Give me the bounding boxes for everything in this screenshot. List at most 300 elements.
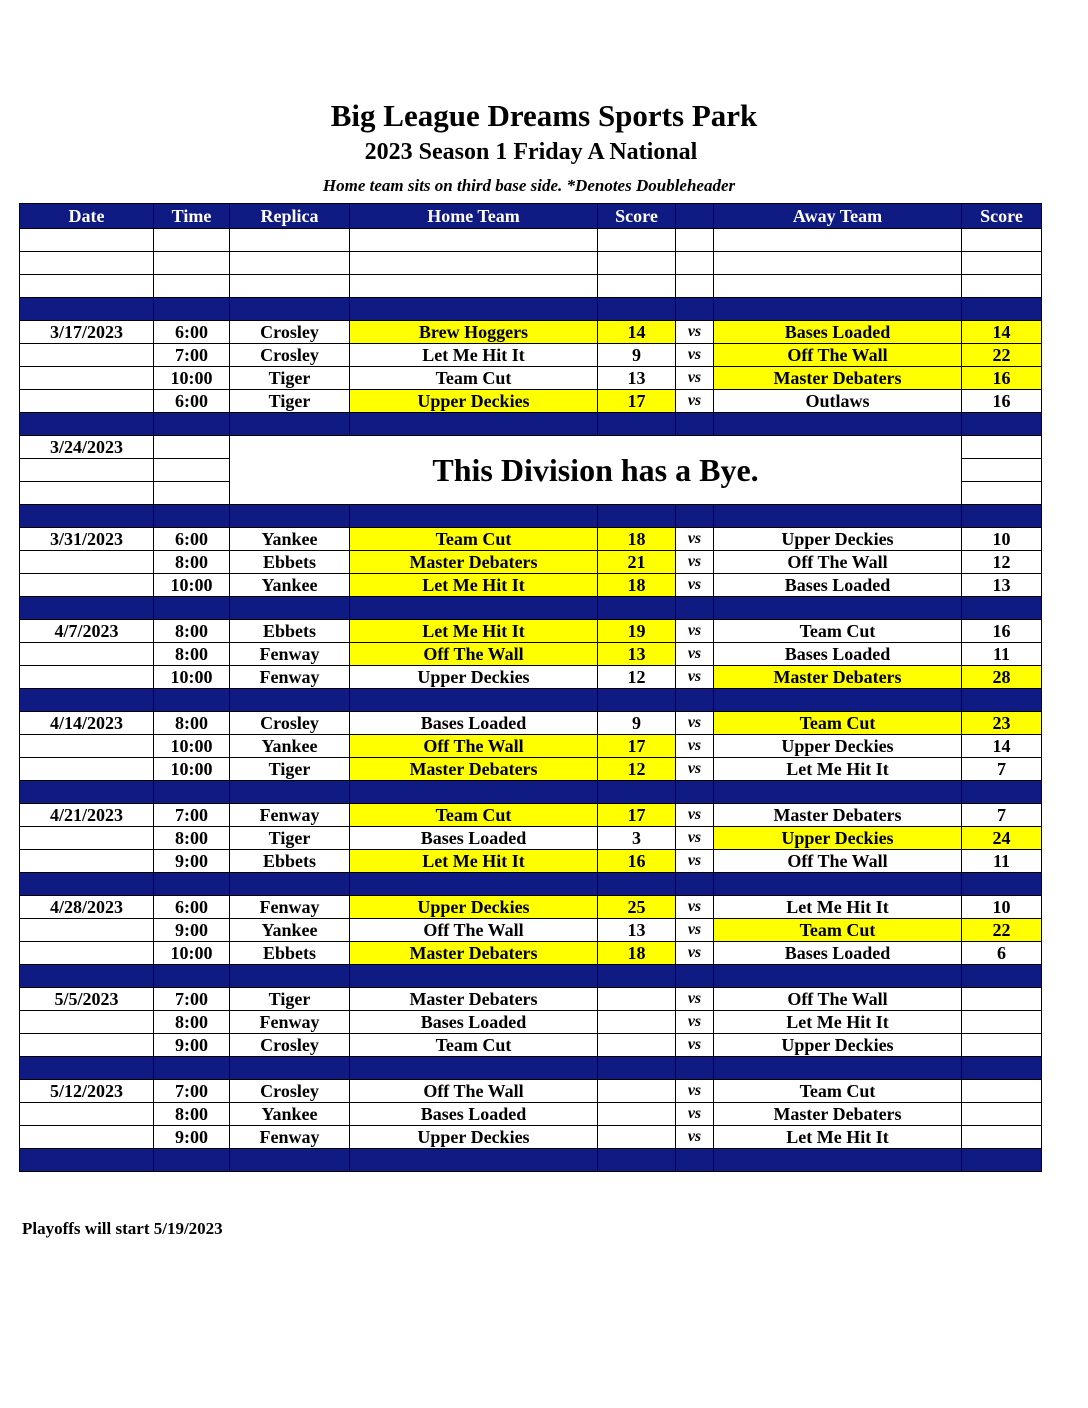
home-score: 18 (598, 574, 676, 597)
game-date (20, 643, 154, 666)
home-team: Let Me Hit It (350, 850, 598, 873)
away-team: Upper Deckies (714, 1034, 962, 1057)
game-row (20, 804, 1042, 827)
empty-cell (962, 275, 1042, 298)
game-date (20, 367, 154, 390)
header-time: Time (154, 204, 230, 229)
vs-label: vs (676, 367, 714, 390)
game-time: 9:00 (154, 1126, 230, 1149)
separator-cell (20, 1149, 154, 1172)
vs-label: vs (676, 896, 714, 919)
separator-cell (350, 965, 598, 988)
separator-cell (714, 965, 962, 988)
away-score: 6 (962, 942, 1042, 965)
separator-cell (598, 597, 676, 620)
separator-cell (676, 1149, 714, 1172)
separator-cell (714, 781, 962, 804)
empty-cell (714, 252, 962, 275)
game-replica: Crosley (230, 712, 350, 735)
header-row (20, 204, 1042, 229)
vs-label: vs (676, 1103, 714, 1126)
away-team: Let Me Hit It (714, 896, 962, 919)
separator-cell (598, 1057, 676, 1080)
game-date (20, 1126, 154, 1149)
away-team: Team Cut (714, 620, 962, 643)
header-vs (676, 204, 714, 229)
game-time: 10:00 (154, 666, 230, 689)
home-score: 12 (598, 758, 676, 781)
away-team: Let Me Hit It (714, 1126, 962, 1149)
empty-cell (962, 252, 1042, 275)
separator-cell (154, 1149, 230, 1172)
away-team: Off The Wall (714, 988, 962, 1011)
empty-cell (962, 436, 1042, 459)
game-replica: Ebbets (230, 942, 350, 965)
game-replica: Ebbets (230, 620, 350, 643)
game-time: 10:00 (154, 758, 230, 781)
home-team: Let Me Hit It (350, 344, 598, 367)
home-score: 18 (598, 528, 676, 551)
empty-cell (598, 229, 676, 252)
away-team: Upper Deckies (714, 528, 962, 551)
away-team: Team Cut (714, 919, 962, 942)
home-score: 21 (598, 551, 676, 574)
separator-cell (230, 965, 350, 988)
separator-cell (230, 413, 350, 436)
separator-cell (154, 1057, 230, 1080)
away-score (962, 1103, 1042, 1126)
week-separator (20, 597, 1042, 620)
separator-cell (154, 505, 230, 528)
week-separator (20, 965, 1042, 988)
game-row (20, 321, 1042, 344)
home-score (598, 988, 676, 1011)
page-title: Big League Dreams Sports Park (330, 98, 758, 133)
game-replica: Fenway (230, 666, 350, 689)
vs-label: vs (676, 735, 714, 758)
separator-cell (350, 298, 598, 321)
game-time: 10:00 (154, 574, 230, 597)
game-replica: Tiger (230, 390, 350, 413)
away-score: 22 (962, 919, 1042, 942)
separator-cell (350, 1057, 598, 1080)
separator-cell (20, 781, 154, 804)
separator-cell (598, 1149, 676, 1172)
game-replica: Crosley (230, 1034, 350, 1057)
game-row (20, 643, 1042, 666)
game-time: 9:00 (154, 919, 230, 942)
game-time: 10:00 (154, 942, 230, 965)
away-team: Off The Wall (714, 850, 962, 873)
separator-cell (676, 781, 714, 804)
away-score: 23 (962, 712, 1042, 735)
home-team: Master Debaters (350, 758, 598, 781)
game-row (20, 919, 1042, 942)
game-date (20, 850, 154, 873)
away-score: 16 (962, 367, 1042, 390)
away-team: Off The Wall (714, 551, 962, 574)
game-replica: Crosley (230, 321, 350, 344)
empty-cell (20, 275, 154, 298)
game-time: 8:00 (154, 712, 230, 735)
home-team: Upper Deckies (350, 1126, 598, 1149)
game-date (20, 919, 154, 942)
game-replica: Fenway (230, 1126, 350, 1149)
away-team: Outlaws (714, 390, 962, 413)
empty-cell (20, 252, 154, 275)
separator-cell (714, 298, 962, 321)
game-row (20, 850, 1042, 873)
blank-row (20, 275, 1042, 298)
game-replica: Yankee (230, 919, 350, 942)
away-score: 12 (962, 551, 1042, 574)
home-score: 9 (598, 712, 676, 735)
away-score: 16 (962, 390, 1042, 413)
separator-cell (20, 689, 154, 712)
away-score: 10 (962, 528, 1042, 551)
away-team: Upper Deckies (714, 827, 962, 850)
game-replica: Yankee (230, 528, 350, 551)
empty-cell (230, 252, 350, 275)
game-date: 5/5/2023 (20, 988, 154, 1011)
home-score: 17 (598, 735, 676, 758)
separator-cell (154, 597, 230, 620)
separator-cell (154, 689, 230, 712)
bye-date (20, 482, 154, 505)
empty-cell (962, 459, 1042, 482)
header-home-team: Home Team (350, 204, 598, 229)
game-row (20, 528, 1042, 551)
vs-label: vs (676, 804, 714, 827)
bye-message: This Division has a Bye. (230, 436, 962, 505)
game-replica: Fenway (230, 1011, 350, 1034)
away-team: Bases Loaded (714, 574, 962, 597)
separator-cell (714, 413, 962, 436)
separator-cell (350, 597, 598, 620)
separator-cell (230, 781, 350, 804)
away-score (962, 988, 1042, 1011)
empty-cell (350, 275, 598, 298)
game-row (20, 712, 1042, 735)
separator-cell (20, 597, 154, 620)
away-score: 7 (962, 804, 1042, 827)
separator-cell (598, 413, 676, 436)
vs-label: vs (676, 620, 714, 643)
away-score: 11 (962, 850, 1042, 873)
separator-cell (676, 873, 714, 896)
home-team: Bases Loaded (350, 1011, 598, 1034)
separator-cell (676, 298, 714, 321)
home-score: 17 (598, 804, 676, 827)
game-time: 7:00 (154, 344, 230, 367)
separator-cell (20, 965, 154, 988)
separator-cell (714, 597, 962, 620)
schedule-body (20, 229, 1042, 1172)
schedule-note: Home team sits on third base side. *Denotes Doubleheader (322, 176, 736, 195)
game-date (20, 390, 154, 413)
game-row (20, 1103, 1042, 1126)
vs-label: vs (676, 344, 714, 367)
home-score: 25 (598, 896, 676, 919)
separator-cell (154, 413, 230, 436)
game-date: 4/21/2023 (20, 804, 154, 827)
empty-cell (154, 275, 230, 298)
home-score: 19 (598, 620, 676, 643)
away-score: 11 (962, 643, 1042, 666)
separator-cell (598, 298, 676, 321)
separator-cell (598, 873, 676, 896)
home-score (598, 1103, 676, 1126)
vs-label: vs (676, 827, 714, 850)
away-score: 14 (962, 321, 1042, 344)
home-team: Let Me Hit It (350, 574, 598, 597)
separator-cell (676, 413, 714, 436)
empty-cell (962, 482, 1042, 505)
game-replica: Crosley (230, 344, 350, 367)
home-team: Master Debaters (350, 551, 598, 574)
page-subtitle: 2023 Season 1 Friday A National (364, 139, 698, 165)
home-team: Brew Hoggers (350, 321, 598, 344)
away-score (962, 1126, 1042, 1149)
separator-cell (676, 1057, 714, 1080)
separator-cell (676, 597, 714, 620)
game-row (20, 620, 1042, 643)
empty-cell (714, 229, 962, 252)
game-replica: Ebbets (230, 850, 350, 873)
separator-cell (962, 689, 1042, 712)
game-replica: Tiger (230, 758, 350, 781)
game-time: 6:00 (154, 528, 230, 551)
away-team: Team Cut (714, 1080, 962, 1103)
game-time: 7:00 (154, 804, 230, 827)
empty-cell (230, 275, 350, 298)
game-replica: Fenway (230, 896, 350, 919)
separator-cell (350, 1149, 598, 1172)
vs-label: vs (676, 643, 714, 666)
home-team: Master Debaters (350, 988, 598, 1011)
home-team: Bases Loaded (350, 712, 598, 735)
game-date: 3/17/2023 (20, 321, 154, 344)
separator-cell (350, 873, 598, 896)
game-row (20, 367, 1042, 390)
separator-cell (962, 413, 1042, 436)
separator-cell (154, 965, 230, 988)
away-team: Master Debaters (714, 1103, 962, 1126)
separator-cell (962, 298, 1042, 321)
separator-cell (714, 1149, 962, 1172)
vs-label: vs (676, 321, 714, 344)
away-score: 24 (962, 827, 1042, 850)
separator-cell (714, 1057, 962, 1080)
separator-cell (962, 1149, 1042, 1172)
game-date (20, 1103, 154, 1126)
separator-cell (230, 597, 350, 620)
header-away-score: Score (962, 204, 1042, 229)
empty-cell (676, 229, 714, 252)
empty-cell (154, 229, 230, 252)
game-replica: Yankee (230, 1103, 350, 1126)
separator-cell (350, 413, 598, 436)
header-away-team: Away Team (714, 204, 962, 229)
separator-cell (962, 965, 1042, 988)
header-date: Date (20, 204, 154, 229)
separator-cell (350, 689, 598, 712)
week-separator (20, 413, 1042, 436)
separator-cell (154, 873, 230, 896)
week-separator (20, 298, 1042, 321)
game-row (20, 827, 1042, 850)
away-team: Upper Deckies (714, 735, 962, 758)
blank-row (20, 229, 1042, 252)
home-score (598, 1011, 676, 1034)
separator-cell (154, 781, 230, 804)
empty-cell (598, 275, 676, 298)
separator-cell (962, 1057, 1042, 1080)
separator-cell (230, 505, 350, 528)
game-row (20, 896, 1042, 919)
home-team: Off The Wall (350, 919, 598, 942)
week-separator (20, 689, 1042, 712)
game-date (20, 551, 154, 574)
separator-cell (714, 505, 962, 528)
separator-cell (962, 781, 1042, 804)
separator-cell (230, 1057, 350, 1080)
game-time: 8:00 (154, 1011, 230, 1034)
home-score: 13 (598, 643, 676, 666)
home-team: Off The Wall (350, 1080, 598, 1103)
game-row (20, 1126, 1042, 1149)
vs-label: vs (676, 1011, 714, 1034)
away-score: 10 (962, 896, 1042, 919)
game-time: 9:00 (154, 1034, 230, 1057)
week-separator (20, 505, 1042, 528)
game-time: 8:00 (154, 827, 230, 850)
empty-cell (714, 275, 962, 298)
empty-cell (350, 252, 598, 275)
game-time: 10:00 (154, 367, 230, 390)
game-row (20, 390, 1042, 413)
game-time: 6:00 (154, 390, 230, 413)
game-row (20, 551, 1042, 574)
away-team: Bases Loaded (714, 643, 962, 666)
home-score: 13 (598, 919, 676, 942)
game-row (20, 574, 1042, 597)
empty-cell (598, 252, 676, 275)
home-team: Team Cut (350, 367, 598, 390)
game-replica: Tiger (230, 367, 350, 390)
week-separator (20, 1057, 1042, 1080)
vs-label: vs (676, 758, 714, 781)
game-replica: Tiger (230, 827, 350, 850)
empty-cell (962, 229, 1042, 252)
game-time: 6:00 (154, 896, 230, 919)
vs-label: vs (676, 1080, 714, 1103)
game-replica: Fenway (230, 643, 350, 666)
away-team: Master Debaters (714, 666, 962, 689)
separator-cell (962, 597, 1042, 620)
empty-cell (20, 229, 154, 252)
home-score: 14 (598, 321, 676, 344)
home-score: 3 (598, 827, 676, 850)
empty-cell (154, 482, 230, 505)
away-score: 14 (962, 735, 1042, 758)
away-team: Let Me Hit It (714, 758, 962, 781)
game-row (20, 735, 1042, 758)
vs-label: vs (676, 712, 714, 735)
home-team: Master Debaters (350, 942, 598, 965)
home-team: Let Me Hit It (350, 620, 598, 643)
game-row (20, 1034, 1042, 1057)
home-team: Team Cut (350, 1034, 598, 1057)
game-replica: Yankee (230, 574, 350, 597)
home-team: Bases Loaded (350, 827, 598, 850)
separator-cell (598, 781, 676, 804)
separator-cell (154, 298, 230, 321)
separator-cell (350, 505, 598, 528)
game-date (20, 942, 154, 965)
separator-cell (714, 873, 962, 896)
separator-cell (598, 505, 676, 528)
game-date: 4/7/2023 (20, 620, 154, 643)
game-replica: Yankee (230, 735, 350, 758)
home-score (598, 1034, 676, 1057)
separator-cell (676, 689, 714, 712)
game-time: 8:00 (154, 1103, 230, 1126)
away-team: Off The Wall (714, 344, 962, 367)
separator-cell (350, 781, 598, 804)
separator-cell (962, 873, 1042, 896)
away-team: Bases Loaded (714, 321, 962, 344)
separator-cell (20, 505, 154, 528)
away-score (962, 1011, 1042, 1034)
vs-label: vs (676, 666, 714, 689)
vs-label: vs (676, 551, 714, 574)
game-date: 5/12/2023 (20, 1080, 154, 1103)
header-home-score: Score (598, 204, 676, 229)
empty-cell (230, 229, 350, 252)
home-score: 9 (598, 344, 676, 367)
game-row (20, 344, 1042, 367)
game-row (20, 1011, 1042, 1034)
home-team: Off The Wall (350, 643, 598, 666)
home-team: Bases Loaded (350, 1103, 598, 1126)
header-replica: Replica (230, 204, 350, 229)
separator-cell (714, 689, 962, 712)
playoffs-note: Playoffs will start 5/19/2023 (22, 1219, 223, 1238)
vs-label: vs (676, 942, 714, 965)
separator-cell (676, 505, 714, 528)
home-score (598, 1126, 676, 1149)
game-time: 7:00 (154, 988, 230, 1011)
away-score: 13 (962, 574, 1042, 597)
separator-cell (598, 965, 676, 988)
separator-cell (230, 298, 350, 321)
game-row (20, 942, 1042, 965)
game-date: 4/28/2023 (20, 896, 154, 919)
away-team: Bases Loaded (714, 942, 962, 965)
game-row (20, 1080, 1042, 1103)
game-replica: Tiger (230, 988, 350, 1011)
game-time: 9:00 (154, 850, 230, 873)
game-time: 7:00 (154, 1080, 230, 1103)
home-team: Upper Deckies (350, 390, 598, 413)
game-date (20, 758, 154, 781)
game-replica: Crosley (230, 1080, 350, 1103)
home-score: 17 (598, 390, 676, 413)
home-team: Upper Deckies (350, 666, 598, 689)
game-row (20, 758, 1042, 781)
vs-label: vs (676, 1034, 714, 1057)
